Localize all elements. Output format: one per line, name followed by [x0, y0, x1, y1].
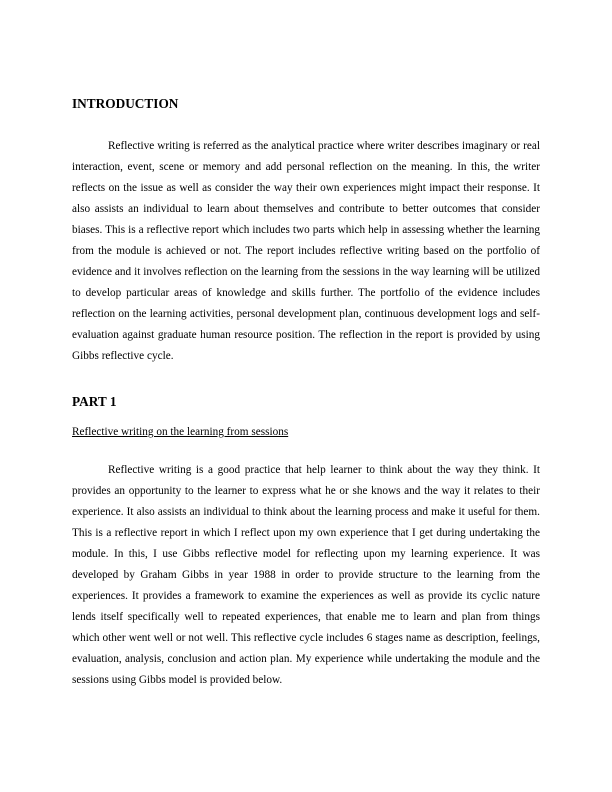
part1-subheading: Reflective writing on the learning from sessions	[72, 426, 289, 438]
part1-paragraph: Reflective writing is a good practice that help learner to think about the way they think. It provides an opportunity to the learner to express what he or she knows and the way it relates to their experience. It also assists an individual to think about the learning process and make it useful for them. This is a reflective report in which I reflect upon my own experience that I get during undertaking the module. In this, I use Gibbs reflective model for reflecting upon my learning experience. It was developed by Graham Gibbs in year 1988 in order to provide structure to the learning from the experiences. It provides a framework to examine the experiences as well as provide its cyclic nature lends itself specifically well to repeated experiences, that enable me to learn and plan from things which other went well or not well. This reflective cycle includes 6 stages name as description, feelings, evaluation, analysis, conclusion and action plan. My experience while undertaking the module and the sessions using Gibbs model is provided below.	[72, 464, 540, 686]
part1-heading: PART 1	[72, 394, 117, 409]
page-content	[72, 96, 540, 691]
introduction-paragraph: Reflective writing is referred as the analytical practice where writer describes imaginary or real interaction, event, scene or memory and add personal reflection on the meaning. In this, the writer reflects on the issue as well as consider the way their own experiences might impact their response. It also assists an individual to learn about themselves and contribute to better outcomes that consider biases. This is a reflective report which includes two parts which help in assessing whether the learning from the module is achieved or not. The report includes reflective writing based on the portfolio of evidence and it involves reflection on the learning from the sessions in the way learning will be utilized to develop particular areas of knowledge and skills further. The portfolio of the evidence includes reflection on the learning activities, personal development plan, continuous development logs and self-evaluation against graduate human resource position. The reflection in the report is provided by using Gibbs reflective cycle.	[72, 140, 540, 362]
introduction-heading: INTRODUCTION	[72, 96, 179, 111]
